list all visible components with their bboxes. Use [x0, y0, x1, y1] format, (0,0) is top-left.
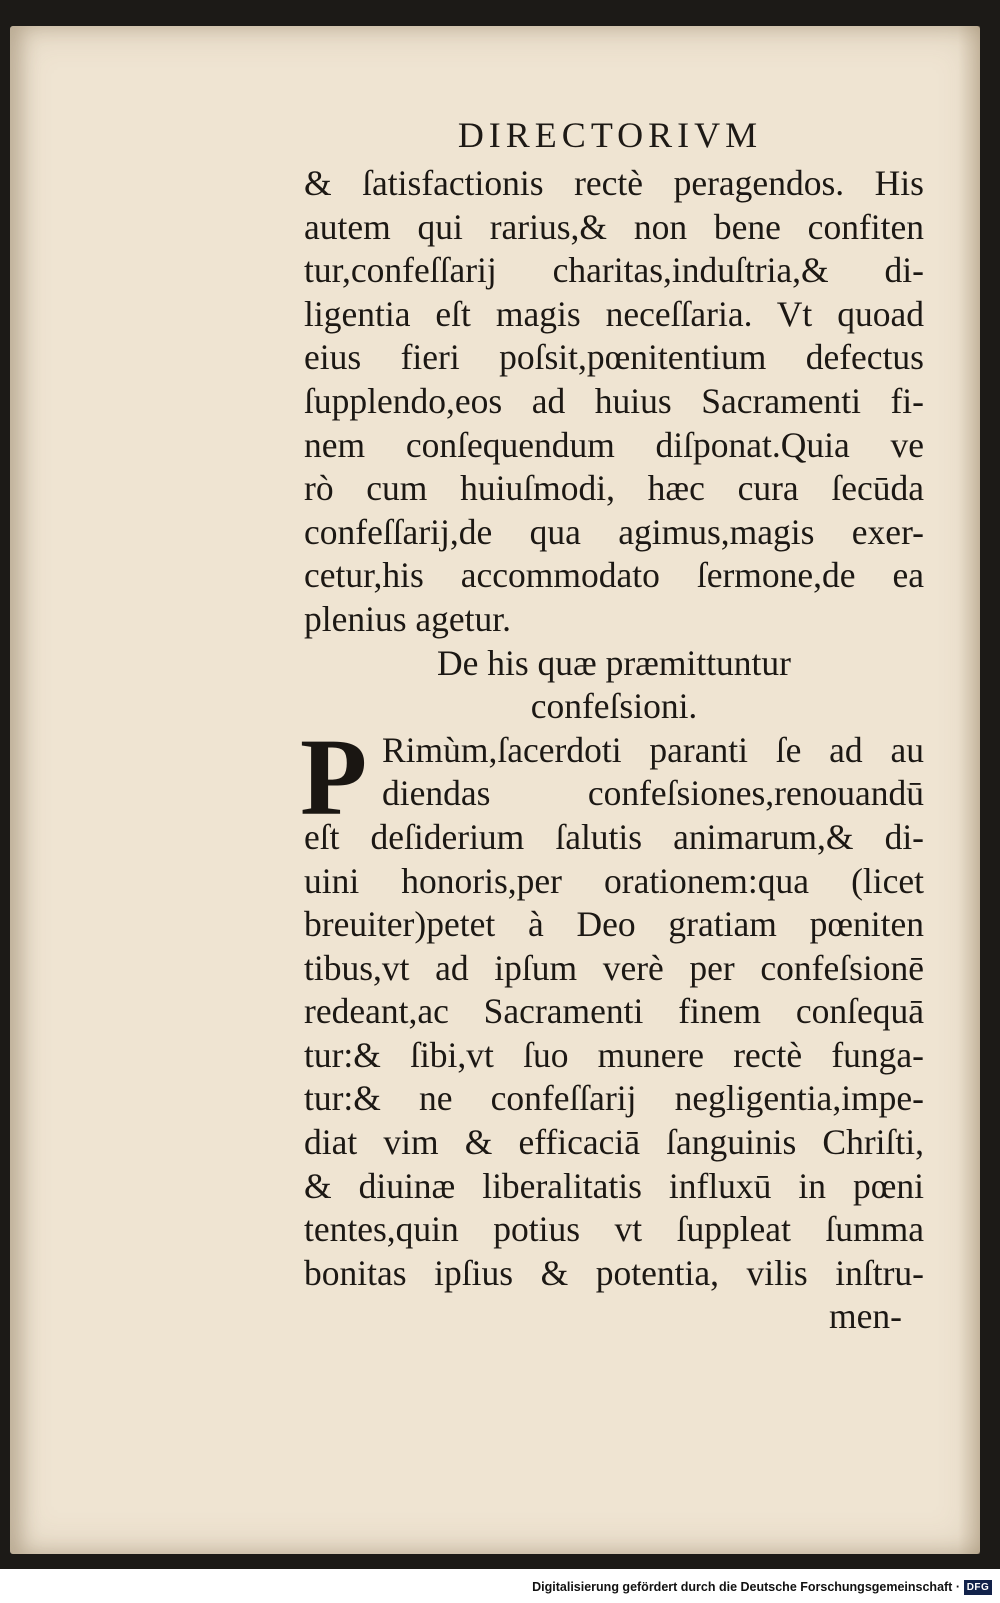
footer-credit: Digitalisierung gefördert durch die Deutsche Forschungsgemeinschaft ·	[532, 1580, 960, 1594]
catchword: men-	[829, 1296, 902, 1337]
text-line: autem qui rarius,& non bene confiten	[304, 206, 924, 247]
text-line: tentes,quin potius vt ſuppleat ſumma	[304, 1209, 924, 1250]
text-line: & diuinæ liberalitatis influxū in pœni	[304, 1165, 924, 1206]
text-line: confeſſarij,de qua agimus,magis exer-	[304, 511, 924, 552]
page-edge-shadow	[958, 26, 980, 1554]
text-line: bonitas ipſius & potentia, vilis inſtru-	[304, 1252, 924, 1293]
text-line: plenius agetur.	[304, 598, 512, 639]
text-line: eius fieri poſsit,pœnitentium defectus	[304, 337, 924, 378]
text-line: breuiter)petet à Deo gratiam pœniten	[304, 904, 924, 945]
digitization-footer	[0, 1569, 1000, 1603]
text-line: tibus,vt ad ipſum verè per confeſsionē	[304, 947, 924, 988]
text-line: & ſatisfactionis rectè peragendos. His	[304, 163, 924, 203]
text-line: tur,confeſſarij charitas,induſtria,& di-	[304, 250, 924, 291]
text-line: redeant,ac Sacramenti finem conſequā	[304, 991, 924, 1032]
text-line: eſt deſiderium ſalutis animarum,& di-	[304, 816, 924, 857]
text-line: diendas confeſsiones,renouandū	[382, 773, 924, 814]
text-line: rò cum huiuſmodi, hæc cura ſecūda	[304, 468, 924, 509]
page-text	[300, 162, 924, 1339]
text-line: nem conſequendum diſponat.Quia ve	[304, 424, 924, 465]
text-line: diat vim & efficaciā ſanguinis Chriſti,	[304, 1122, 924, 1163]
text-line: tur:& ſibi,vt ſuo munere rectè funga-	[304, 1034, 924, 1075]
dfg-logo-icon: DFG	[964, 1580, 992, 1595]
text-line: ligentia eſt magis neceſſaria. Vt quoad	[304, 293, 924, 334]
text-line: uini honoris,per orationem:qua (licet	[304, 860, 924, 901]
text-line: tur:& ne confeſſarij negligentia,impe-	[304, 1078, 924, 1119]
section-heading-line-1: De his quæ præmittuntur	[436, 642, 791, 683]
running-head: DIRECTORIVM	[457, 115, 763, 155]
text-line: Rimùm,ſacerdoti paranti ſe ad au	[382, 729, 924, 770]
text-line: ſupplendo,eos ad huius Sacramenti fi-	[304, 380, 924, 421]
drop-cap-initial: P	[300, 715, 368, 838]
section-heading-line-2: confeſsioni.	[530, 686, 698, 727]
text-line: cetur,his accommodato ſermone,de ea	[304, 555, 924, 596]
